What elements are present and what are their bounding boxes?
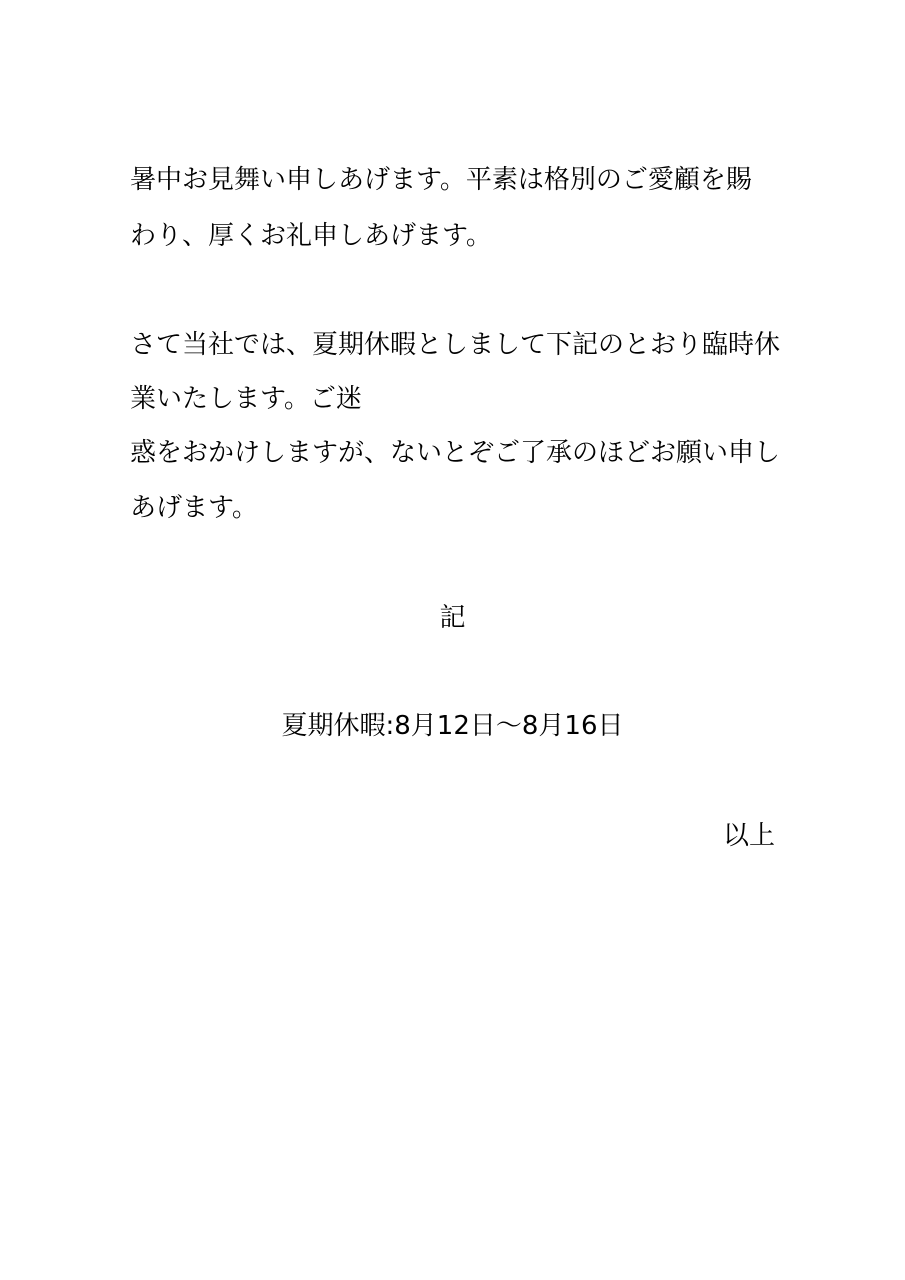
notice-line-4: あげます。 [130,493,258,523]
holiday-period: 夏期休暇:8月12日〜8月16日 [281,711,624,741]
closing-text: 以上 [722,821,775,851]
ki-heading: 記 [439,603,466,633]
greeting-line-2: わり、厚くお礼申しあげます。 [130,221,492,251]
notice-line-1: さて当社では、夏期休暇としまして下記のとおり臨時休 [130,330,781,360]
notice-line-3: 惑をおかけしますが、ないとぞご了承のほどお願い申し [130,438,781,468]
notice-line-2: 業いたします。ご迷 [130,384,362,414]
greeting-line-1: 暑中お見舞い申しあげます。平素は格別のご愛顧を賜 [130,165,752,195]
